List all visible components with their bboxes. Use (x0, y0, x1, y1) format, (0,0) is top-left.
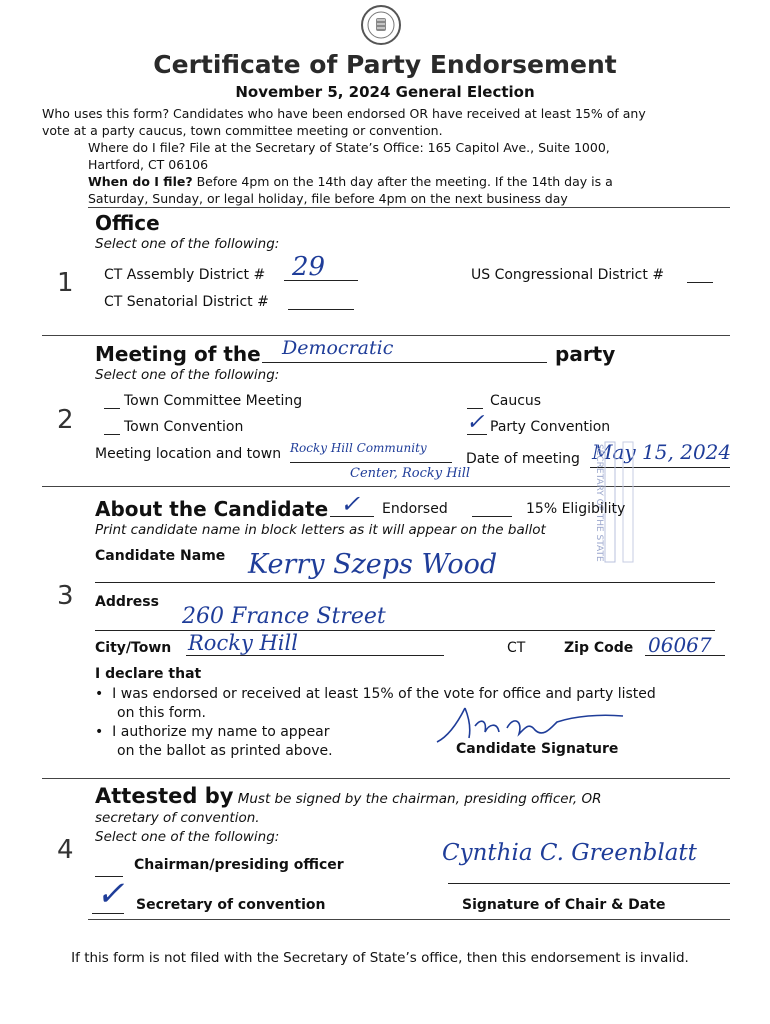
congressional-district-label: US Congressional District # (471, 267, 665, 283)
election-date: November 5, 2024 General Election (235, 83, 535, 101)
chair-signature-field[interactable] (448, 883, 730, 884)
chair-signature[interactable]: Cynthia C. Greenblatt (442, 840, 697, 866)
section-number-1: 1 (57, 268, 74, 298)
candidate-name-field[interactable] (95, 582, 715, 583)
candidate-heading: About the Candidate (95, 497, 329, 521)
declare-label: I declare that (95, 666, 202, 682)
city-field[interactable] (186, 655, 444, 656)
caucus-label: Caucus (490, 393, 542, 409)
intro-when: When do I file? Before 4pm on the 14th day after the meeting. If the 14th day is a Saturday, Sunday, or legal holiday, file before 4pm on the next business day (88, 174, 613, 206)
assembly-district-value: 29 (292, 252, 326, 282)
zip-value: 06067 (648, 633, 712, 657)
section-number-3: 3 (57, 581, 74, 611)
assembly-district-label: CT Assembly District # (104, 267, 266, 283)
town-convention-label: Town Convention (124, 419, 244, 435)
divider (42, 335, 730, 336)
meeting-date-value: May 15, 2024 (592, 440, 732, 464)
meeting-location-field[interactable] (290, 462, 452, 463)
meeting-instruction: Select one of the following: (95, 367, 280, 383)
attested-instruction-3: Select one of the following: (95, 829, 280, 845)
intro-who: Who uses this form? Candidates who have been endorsed OR have received at least 15% of any vote at a party caucus, town committee meeting or convention. (42, 106, 646, 138)
zip-label: Zip Code (564, 640, 634, 656)
office-heading: Office (95, 211, 160, 235)
city-value: Rocky Hill (188, 631, 298, 655)
town-committee-checkbox[interactable] (104, 408, 120, 409)
section-number-4: 4 (57, 835, 74, 865)
state-seal-logo (355, 4, 407, 46)
meeting-date-label: Date of meeting (466, 451, 580, 467)
meeting-heading: Meeting of the (95, 342, 261, 366)
candidate-signature-label: Candidate Signature (456, 741, 619, 757)
secretary-check-mark: ✓ (96, 874, 125, 914)
party-convention-label: Party Convention (490, 419, 611, 435)
senatorial-district-field[interactable] (288, 309, 354, 310)
eligibility-label: 15% Eligibility (526, 501, 626, 517)
attested-instruction-2: secretary of convention. (95, 810, 260, 826)
declaration-bullet-2: • I authorize my name to appear on the ballot as printed above. (95, 724, 333, 759)
party-field[interactable] (262, 362, 547, 363)
divider (88, 207, 730, 208)
city-label: City/Town (95, 640, 172, 656)
divider (88, 919, 730, 920)
svg-text:SECRETARY OF THE STATE: SECRETARY OF THE STATE (594, 444, 604, 562)
office-instruction: Select one of the following: (95, 236, 280, 252)
intro-where: Where do I file? File at the Secretary of State’s Office: 165 Capitol Ave., Suite 1000, Hartford, CT 06106 (88, 140, 610, 172)
eligibility-checkbox[interactable] (472, 516, 512, 517)
divider (42, 778, 730, 779)
chairman-label: Chairman/presiding officer (134, 857, 344, 873)
candidate-signature[interactable] (425, 698, 625, 746)
town-committee-label: Town Committee Meeting (124, 393, 303, 409)
attested-heading: Attested by Must be signed by the chairman, presiding officer, OR (95, 784, 602, 808)
endorsed-check-mark: ✓ (340, 490, 361, 518)
endorsed-label: Endorsed (382, 501, 448, 517)
party-value: Democratic (282, 337, 394, 359)
candidate-name-value: Kerry Szeps Wood (248, 549, 498, 580)
secretary-label: Secretary of convention (136, 897, 326, 913)
meeting-location-label: Meeting location and town (95, 446, 282, 462)
form-title: Certificate of Party Endorsement (153, 50, 617, 79)
town-convention-checkbox[interactable] (104, 434, 120, 435)
senatorial-district-label: CT Senatorial District # (104, 294, 269, 310)
party-convention-check-mark: ✓ (466, 410, 485, 435)
chair-signature-label: Signature of Chair & Date (462, 897, 666, 913)
section-number-2: 2 (57, 405, 74, 435)
meeting-location-value: Rocky Hill Community (290, 441, 427, 455)
candidate-instruction: Print candidate name in block letters as it will appear on the ballot (95, 522, 546, 538)
congressional-district-field[interactable] (687, 282, 713, 283)
address-label: Address (95, 594, 159, 610)
candidate-name-label: Candidate Name (95, 548, 226, 564)
meeting-location-value-2: Center, Rocky Hill (350, 466, 471, 481)
party-word: party (555, 342, 616, 366)
caucus-checkbox[interactable] (467, 408, 483, 409)
state-label: CT (507, 640, 526, 656)
address-value: 260 France Street (182, 604, 386, 629)
declaration-bullet-1: • I was endorsed or received at least 15% of the vote for office and party listed on this form. (95, 686, 656, 721)
footer-notice: If this form is not filed with the Secretary of State’s office, then this endorsement is invalid. (71, 950, 689, 966)
